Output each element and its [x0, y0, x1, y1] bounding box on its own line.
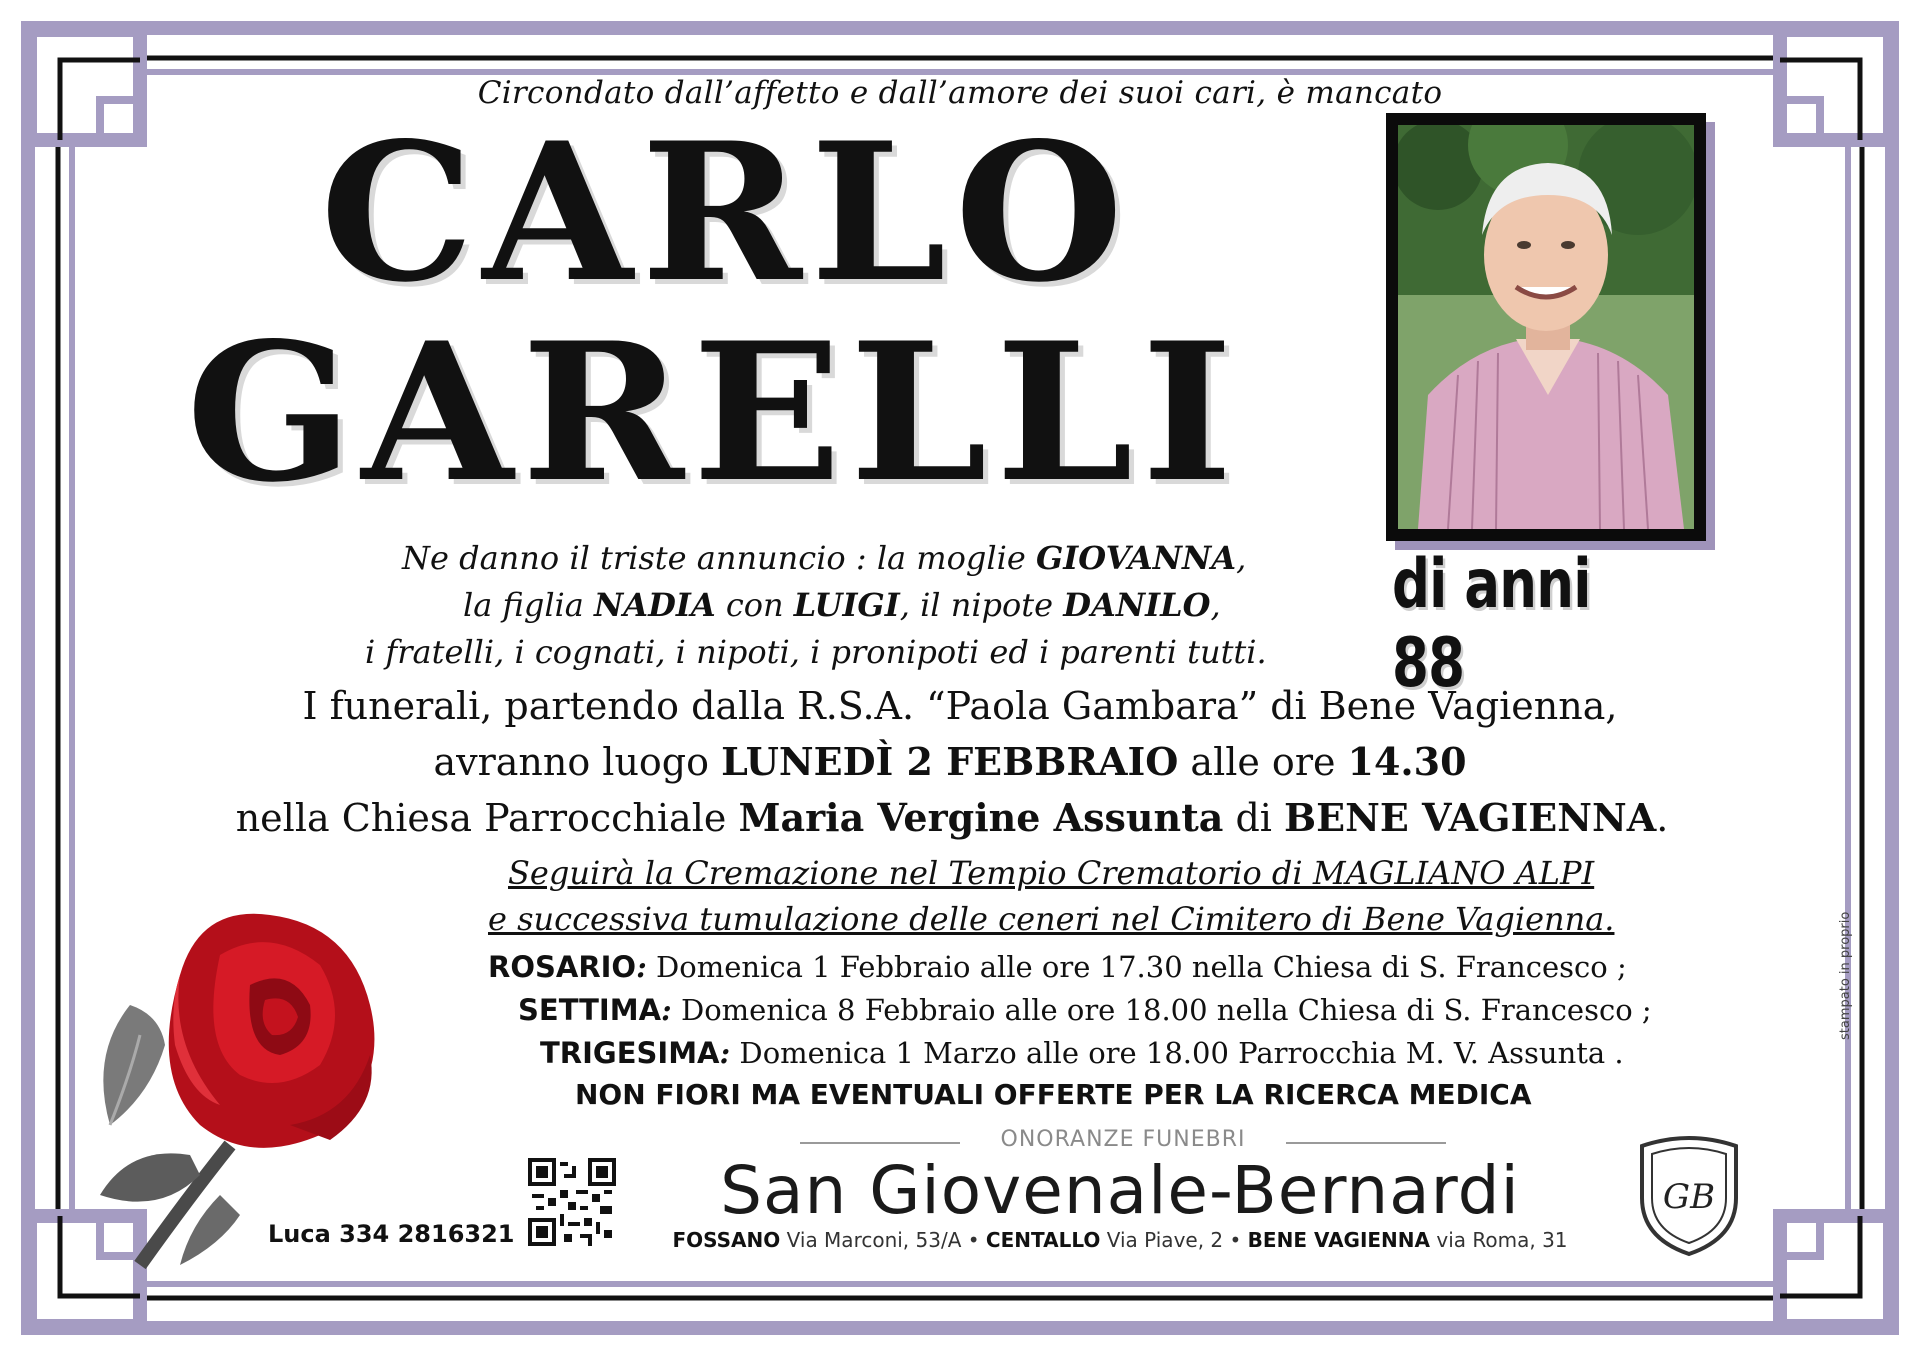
- service-rosario: ROSARIO: Domenica 1 Febbraio alle ore 17.30 nella Chiesa di S. Francesco ;: [488, 950, 1627, 984]
- funeral-home-name: San Giovenale-Bernardi: [720, 1152, 1520, 1229]
- no-flowers-notice: NON FIORI MA EVENTUALI OFFERTE PER LA RICERCA MEDICA: [575, 1078, 1532, 1111]
- portrait-photo: [1386, 113, 1706, 541]
- portrait-image: [1398, 125, 1694, 529]
- funeral-home-logo: [1636, 1128, 1742, 1258]
- cremation-line-2: e successiva tumulazione delle ceneri nel Cimitero di Bene Vagienna.: [488, 900, 1615, 938]
- announcement-line-3: i fratelli, i cognati, i nipoti, i pronipoti ed i parenti tutti.: [365, 633, 1267, 671]
- last-name: GARELLI: [186, 301, 1242, 524]
- service-trigesima: TRIGESIMA: Domenica 1 Marzo alle ore 18.00 Parrocchia M. V. Assunta .: [540, 1036, 1624, 1070]
- funeral-line-3: nella Chiesa Parrocchiale Maria Vergine Assunta di BENE VAGIENNA.: [235, 795, 1669, 840]
- first-name: CARLO: [320, 101, 1132, 324]
- printed-note: stampato in proprio: [1838, 911, 1853, 1040]
- announcement-line-1: Ne danno il triste annuncio : la moglie GIOVANNA,: [402, 539, 1247, 577]
- funeral-line-1: I funerali, partendo dalla R.S.A. “Paola Gambara” di Bene Vagienna,: [302, 684, 1618, 728]
- intro-text: Circondato dall’affetto e dall’amore dei suoi cari, è mancato: [477, 75, 1443, 111]
- cremation-line-1: Seguirà la Cremazione nel Tempio Crematorio di MAGLIANO ALPI: [508, 854, 1595, 892]
- funeral-line-2: avranno luogo LUNEDÌ 2 FEBBRAIO alle ore 14.30: [433, 739, 1467, 784]
- rose-image: [70, 895, 430, 1275]
- funeral-home-heading: ONORANZE FUNEBRI: [800, 1127, 1446, 1157]
- announcement-line-2: la figlia NADIA con LUIGI, il nipote DANILO,: [463, 586, 1221, 624]
- age-label: di anni 88: [1392, 545, 1591, 703]
- service-settima: SETTIMA: Domenica 8 Febbraio alle ore 18.00 nella Chiesa di S. Francesco ;: [518, 993, 1652, 1027]
- qr-code[interactable]: [528, 1158, 616, 1246]
- funeral-home-addresses: FOSSANO Via Marconi, 53/A • CENTALLO Via Piave, 2 • BENE VAGIENNA via Roma, 31: [672, 1228, 1568, 1252]
- svg-text:GB: GB: [1662, 1177, 1716, 1217]
- contact-phone: Luca 334 2816321: [268, 1220, 515, 1248]
